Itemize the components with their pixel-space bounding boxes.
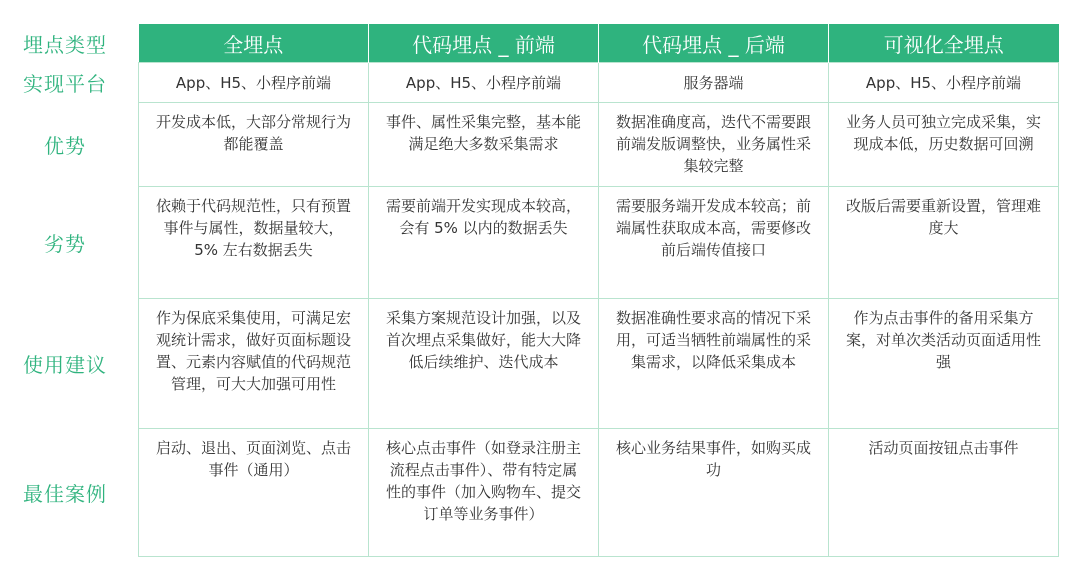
column-header-visual-tracking: 可视化全埋点: [829, 24, 1059, 63]
table-cell: App、H5、小程序前端: [139, 63, 369, 103]
column-header-code-frontend: 代码埋点 _ 前端: [369, 24, 599, 63]
column-header-code-backend: 代码埋点 _ 后端: [599, 24, 829, 63]
row-label-suggestions: 使用建议: [23, 352, 107, 377]
table-cell: 依赖于代码规范性，只有预置事件与属性，数据量较大，5% 左右数据丢失: [139, 187, 369, 299]
table-cell: 改版后需要重新设置，管理难度大: [829, 187, 1059, 299]
table-cell: 作为点击事件的备用采集方案，对单次类活动页面适用性强: [829, 299, 1059, 429]
table-cell: 启动、退出、页面浏览、点击事件（通用）: [139, 429, 369, 557]
table-cell: 数据准确度高，迭代不需要跟前端发版调整快，业务属性采集较完整: [599, 103, 829, 187]
table-cell: 数据准确性要求高的情况下采用，可适当牺牲前端属性的采集需求，以降低采集成本: [599, 299, 829, 429]
row-label-best-cases: 最佳案例: [23, 481, 107, 506]
row-label-type: 埋点类型: [23, 32, 107, 57]
table-cell: 业务人员可独立完成采集，实现成本低，历史数据可回溯: [829, 103, 1059, 187]
table-cell: 服务器端: [599, 63, 829, 103]
row-label-platform: 实现平台: [23, 71, 107, 96]
row-labels: [0, 0, 130, 577]
table-cell: 需要服务端开发成本较高；前端属性获取成本高，需要修改前后端传值接口: [599, 187, 829, 299]
row-label-advantages: 优势: [44, 133, 86, 158]
table-cell: 作为保底采集使用，可满足宏观统计需求，做好页面标题设置、元素内容赋值的代码规范管理，可大大加强可用性: [139, 299, 369, 429]
table-cell: 核心业务结果事件，如购买成功: [599, 429, 829, 557]
column-header-full-tracking: 全埋点: [139, 24, 369, 63]
comparison-table: [138, 24, 1059, 557]
table-row-disadvantages: [139, 187, 1059, 299]
table-cell: 开发成本低，大部分常规行为都能覆盖: [139, 103, 369, 187]
row-label-disadvantages: 劣势: [44, 231, 86, 256]
table-cell: App、H5、小程序前端: [369, 63, 599, 103]
table-row-platform: [139, 63, 1059, 103]
table-cell: 需要前端开发实现成本较高，会有 5% 以内的数据丢失: [369, 187, 599, 299]
table-row-best-cases: [139, 429, 1059, 557]
table-cell: 核心点击事件（如登录注册主流程点击事件）、带有特定属性的事件（加入购物车、提交订单等业务事件）: [369, 429, 599, 557]
header-row: [139, 24, 1059, 63]
table-cell: 采集方案规范设计加强，以及首次埋点采集做好，能大大降低后续维护、迭代成本: [369, 299, 599, 429]
table-row-advantages: [139, 103, 1059, 187]
table-row-suggestions: [139, 299, 1059, 429]
table-cell: 事件、属性采集完整，基本能满足绝大多数采集需求: [369, 103, 599, 187]
table-cell: 活动页面按钮点击事件: [829, 429, 1059, 557]
table-cell: App、H5、小程序前端: [829, 63, 1059, 103]
